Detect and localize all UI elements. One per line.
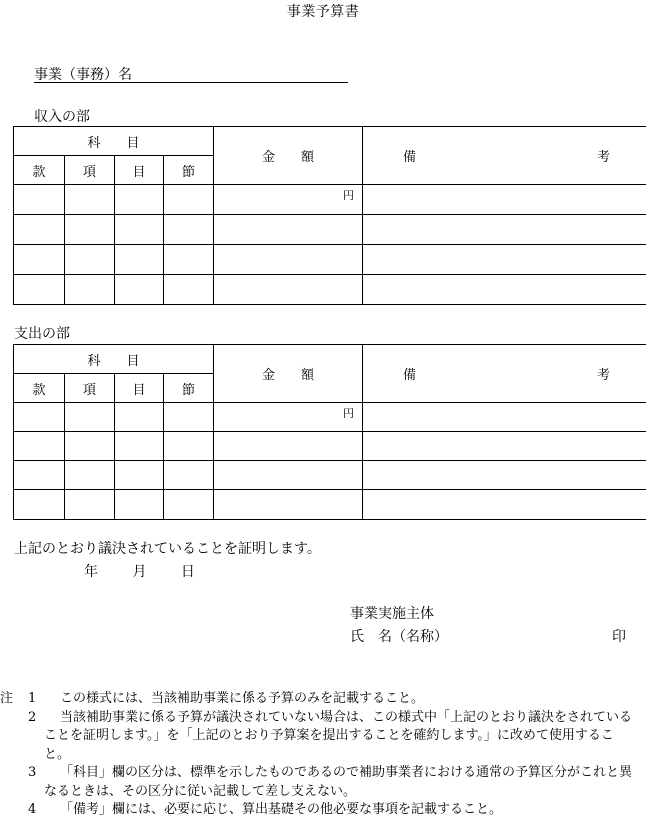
moku-header: 目 (115, 156, 164, 185)
table-cell[interactable] (115, 245, 164, 275)
table-cell[interactable] (115, 461, 164, 490)
note-text: 「備考」欄には、必要に応じ、算出基礎その他必要な事項を記載すること。 (60, 802, 503, 817)
amount-header: 金 額 (214, 127, 363, 185)
note-number: 2 (28, 709, 37, 725)
table-cell[interactable] (164, 490, 214, 520)
year-label: 年 (84, 564, 98, 580)
table-cell[interactable] (164, 275, 214, 305)
remarks-header-right: 考 (597, 150, 611, 165)
table-cell[interactable] (164, 245, 214, 275)
table-cell[interactable] (164, 461, 214, 490)
table-cell[interactable] (14, 432, 65, 461)
remarks-cell[interactable] (363, 245, 646, 275)
table-cell[interactable] (164, 403, 214, 432)
kan-header: 款 (14, 156, 65, 185)
income-table (13, 126, 646, 305)
month-label: 月 (132, 564, 147, 580)
note-item (0, 801, 646, 820)
amount-cell[interactable] (214, 245, 363, 275)
setsu-header: 節 (164, 374, 214, 403)
remarks-cell[interactable] (363, 432, 646, 461)
remarks-cell[interactable] (363, 490, 646, 520)
certification-statement: 上記のとおり議決されていることを証明します。 (14, 541, 321, 557)
note-text: 「科目」欄の区分は、標準を示したものであるので補助事業者における通常の予算区分がこれと異なるときは、その区分に従い記載して差し支えない。 (44, 765, 633, 799)
date-line (84, 561, 225, 581)
project-name-label: 事業（事務）名 (34, 67, 132, 83)
table-cell[interactable] (115, 403, 164, 432)
table-cell[interactable] (14, 185, 65, 215)
note-text: この様式には、当該補助事業に係る予算のみを記載すること。 (60, 691, 425, 706)
table-cell[interactable] (65, 461, 115, 490)
amount-cell[interactable] (214, 490, 363, 520)
remarks-header (363, 127, 646, 185)
table-cell[interactable] (65, 403, 115, 432)
remarks-cell[interactable] (363, 185, 646, 215)
org-label: 事業実施主体 (350, 606, 434, 622)
note-item (0, 709, 646, 765)
table-cell[interactable] (164, 185, 214, 215)
moku-header: 目 (115, 374, 164, 403)
seal-label: 印 (612, 629, 626, 645)
table-cell[interactable] (65, 432, 115, 461)
amount-cell-yen[interactable]: 円 (214, 185, 363, 215)
table-cell[interactable] (115, 432, 164, 461)
table-cell[interactable] (65, 215, 115, 245)
amount-cell[interactable] (214, 432, 363, 461)
table-cell[interactable] (14, 461, 65, 490)
remarks-cell[interactable] (363, 403, 646, 432)
note-text: 当該補助事業に係る予算が議決されていない場合は、この様式中「上記のとおり議決をされていることを証明します。」を「上記のとおり予算案を提出することを確約します。」に改めて使用すること。 (44, 709, 633, 762)
kou-header: 項 (65, 374, 115, 403)
kou-header: 項 (65, 156, 115, 185)
table-cell[interactable] (164, 432, 214, 461)
notes-heading: 注 (0, 691, 14, 706)
remarks-header (363, 345, 646, 403)
table-cell[interactable] (14, 245, 65, 275)
table-cell[interactable] (65, 275, 115, 305)
notes (0, 690, 646, 820)
document-title: 事業予算書 (286, 4, 360, 20)
day-label: 日 (180, 564, 195, 580)
amount-cell[interactable] (214, 275, 363, 305)
table-cell[interactable] (14, 275, 65, 305)
remarks-header-left: 備 (403, 150, 417, 165)
subject-header: 科 目 (14, 345, 214, 374)
project-name-underline (34, 82, 348, 83)
note-item (0, 690, 646, 709)
remarks-header-left: 備 (403, 368, 417, 383)
subject-header: 科 目 (14, 127, 214, 156)
expense-section-label: 支出の部 (14, 326, 70, 342)
amount-header: 金 額 (214, 345, 363, 403)
table-cell[interactable] (164, 215, 214, 245)
table-cell[interactable] (65, 245, 115, 275)
income-section-label: 収入の部 (34, 109, 90, 125)
setsu-header: 節 (164, 156, 214, 185)
remarks-cell[interactable] (363, 215, 646, 245)
table-cell[interactable] (115, 185, 164, 215)
note-number: 4 (28, 802, 37, 817)
remarks-header-right: 考 (597, 368, 611, 383)
remarks-cell[interactable] (363, 461, 646, 490)
amount-cell-yen[interactable]: 円 (214, 403, 363, 432)
table-cell[interactable] (65, 490, 115, 520)
table-cell[interactable] (14, 490, 65, 520)
note-item (0, 764, 646, 801)
table-cell[interactable] (115, 275, 164, 305)
table-cell[interactable] (14, 215, 65, 245)
table-cell[interactable] (115, 490, 164, 520)
table-cell[interactable] (65, 185, 115, 215)
kan-header: 款 (14, 374, 65, 403)
amount-cell[interactable] (214, 215, 363, 245)
note-number: 1 (28, 691, 37, 706)
note-number: 3 (28, 765, 37, 780)
remarks-cell[interactable] (363, 275, 646, 305)
name-label: 氏 名（名称） (350, 629, 448, 645)
table-cell[interactable] (115, 215, 164, 245)
expense-table (13, 344, 646, 520)
amount-cell[interactable] (214, 461, 363, 490)
table-cell[interactable] (14, 403, 65, 432)
